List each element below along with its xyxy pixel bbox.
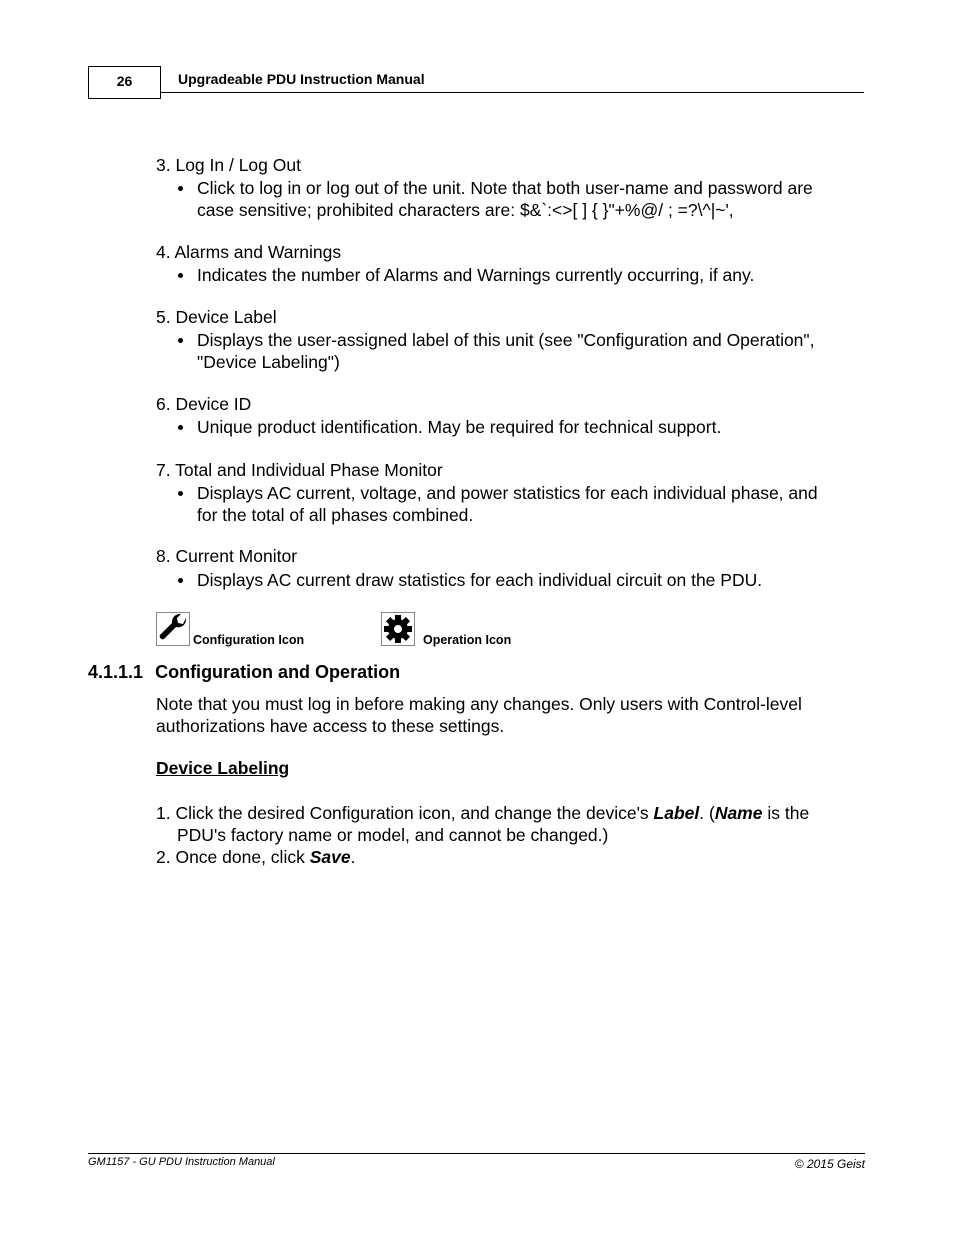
step-2-save-term: Save	[309, 847, 351, 867]
intro-line: Note that you must log in before making any changes. Only users with Control-level	[156, 694, 802, 714]
bullet-line: Displays AC current draw statistics for each individual circuit on the PDU.	[197, 570, 763, 590]
bullet-line: "Device Labeling")	[197, 352, 340, 372]
section-intro	[156, 693, 802, 737]
operation-icon-label: Operation Icon	[423, 633, 512, 647]
bullet-log-in-out	[197, 177, 813, 221]
bullet-line: Displays the user-assigned label of this unit (see "Configuration and Operation",	[197, 330, 815, 350]
page-number: 26	[116, 73, 133, 89]
bullet-line: for the total of all phases combined.	[197, 505, 474, 525]
gear-icon	[381, 612, 415, 646]
bullet-line: Unique product identification. May be required for technical support.	[197, 417, 722, 437]
bullet-phase-monitor	[197, 482, 818, 526]
step-1-text: . (	[699, 803, 715, 823]
footer-document-id: GM1157 - GU PDU Instruction Manual	[88, 1156, 275, 1168]
bullet-line: Click to log in or log out of the unit. Note that both user-name and password are	[197, 178, 813, 198]
bullet-device-id	[197, 416, 721, 438]
step-1-text: 1. Click the desired Configuration icon, and change the device's	[156, 803, 654, 823]
step-2-text: 2. Once done, click	[156, 847, 310, 867]
item-heading-current-monitor: 8. Current Monitor	[156, 546, 298, 566]
section-number: 4.1.1.1	[88, 662, 144, 682]
item-heading-log-in-out: 3. Log In / Log Out	[156, 155, 301, 175]
configuration-icon-label: Configuration Icon	[193, 633, 305, 647]
item-heading-phase-monitor: 7. Total and Individual Phase Monitor	[156, 460, 443, 480]
section-title: Configuration and Operation	[155, 662, 401, 682]
device-labeling-heading: Device Labeling	[156, 758, 290, 778]
bullet-line: case sensitive; prohibited characters are: $&`:<>[ ] { }"+%@/ ; =?\^|~',	[197, 200, 734, 220]
footer-rule	[88, 1153, 865, 1154]
wrench-icon	[156, 612, 190, 646]
header-rule	[161, 92, 864, 93]
section-heading	[88, 662, 400, 683]
step-1	[156, 802, 809, 824]
item-heading-device-id: 6. Device ID	[156, 394, 252, 414]
step-2-text: .	[350, 847, 356, 867]
header-title: Upgradeable PDU Instruction Manual	[178, 71, 425, 87]
bullet-current-monitor	[197, 569, 762, 591]
intro-line: authorizations have access to these settings.	[156, 716, 505, 736]
footer-copyright: © 2015 Geist	[794, 1157, 865, 1171]
bullet-line: Indicates the number of Alarms and Warnings currently occurring, if any.	[197, 265, 755, 285]
bullet-line: Displays AC current, voltage, and power statistics for each individual phase, and	[197, 483, 818, 503]
item-heading-alarms: 4. Alarms and Warnings	[156, 242, 342, 262]
bullet-alarms	[197, 264, 754, 286]
page-number-box	[88, 66, 161, 99]
step-1-text: is the	[762, 803, 810, 823]
step-1-line-2: PDU's factory name or model, and cannot be changed.)	[177, 825, 609, 845]
step-1-name-term: Name	[714, 803, 763, 823]
item-heading-device-label: 5. Device Label	[156, 307, 277, 327]
step-1-label-term: Label	[653, 803, 700, 823]
step-2	[156, 846, 355, 868]
bullet-device-label	[197, 329, 815, 373]
